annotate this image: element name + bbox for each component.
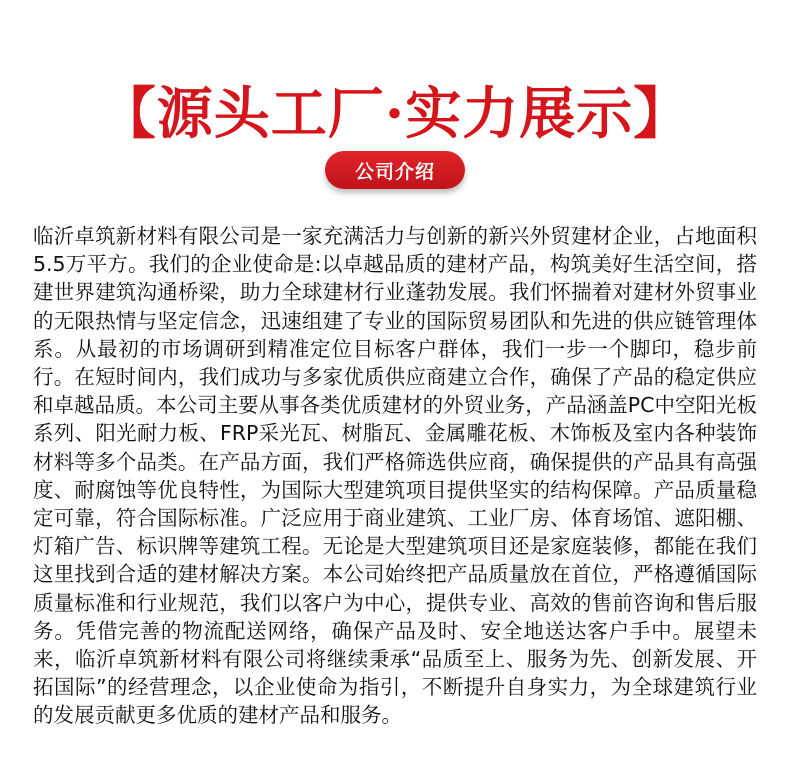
page-title: 【源头工厂·实力展示】	[99, 80, 691, 147]
company-intro-paragraph: 临沂卓筑新材料有限公司是一家充满活力与创新的新兴外贸建材企业，占地面积5.5万平方。我们的企业使命是:以卓越品质的建材产品，构筑美好生活空间，搭建世界建筑沟通桥梁，助力全球建材行业蓬勃发展。我们怀揣着对建材外贸事业的无限热情与坚定信念，迅速组建了专业的国际贸易团队和先进的供应链管理体系。从最初的市场调研到精准定位目标客户群体，我们一步一个脚印，稳步前行。在短时间内，我们成功与多家优质供应商建立合作，确保了产品的稳定供应和卓越品质。本公司主要从事各类优质建材的外贸业务，产品涵盖PC中空阳光板系列、阳光耐力板、FRP采光瓦、树脂瓦、金属雕花板、木饰板及室内各种装饰材料等多个品类。在产品方面，我们严格筛选供应商，确保提供的产品具有高强度、耐腐蚀等优良特性，为国际大型建筑项目提供坚实的结构保障。产品质量稳定可靠，符合国际标准。广泛应用于商业建筑、工业厂房、体育场馆、遮阳棚、灯箱广告、标识牌等建筑工程。无论是大型建筑项目还是家庭装修，都能在我们这里找到合适的建材解决方案。本公司始终把产品质量放在首位，严格遵循国际质量标准和行业规范，我们以客户为中心，提供专业、高效的售前咨询和售后服务。凭借完善的物流配送网络，确保产品及时、安全地送达客户手中。展望未来，临沂卓筑新材料有限公司将继续秉承“品质至上、服务为先、创新发展、开拓国际”的经营理念，以企业使命为指引，不断提升自身实力，为全球建筑行业的发展贡献更多优质的建材产品和服务。	[33, 224, 757, 728]
section-label-text: 公司介绍	[354, 160, 435, 183]
section-label-badge	[325, 151, 465, 189]
